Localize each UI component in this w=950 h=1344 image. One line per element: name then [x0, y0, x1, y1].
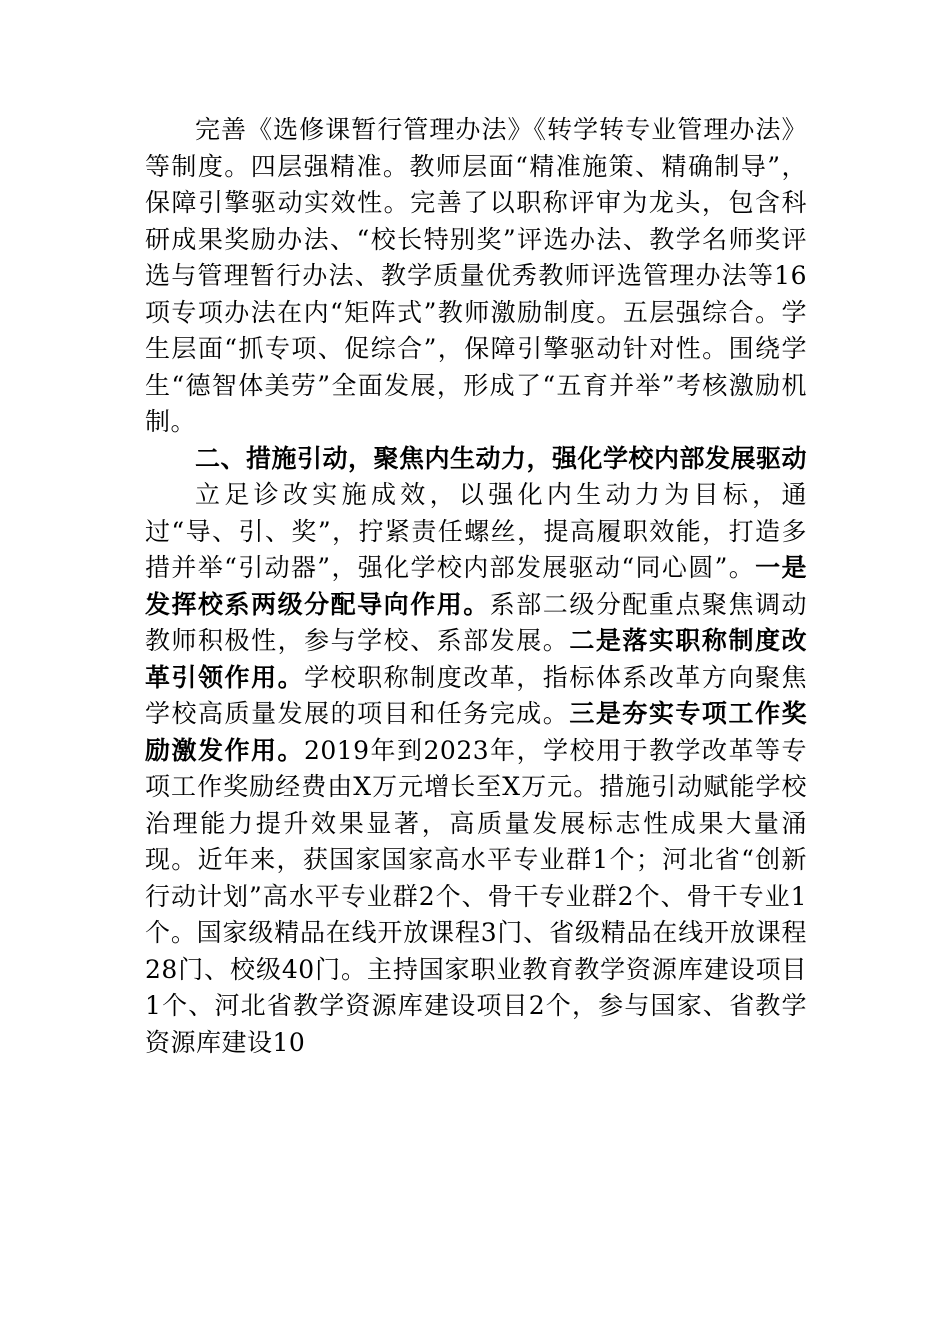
- paragraph-measures: [145, 477, 807, 1061]
- point-2-text: 学校职称制度改革，指标体系改革方向聚焦学校高质量发展的项目和任务完成。: [145, 662, 807, 728]
- paragraph-institution-rules: 完善《选修课暂行管理办法》《转学转专业管理办法》等制度。四层强精准。教师层面“精准施策、精确制导”，保障引擎驱动实效性。完善了以职称评审为龙头，包含科研成果奖励办法、“校长特别奖”评选办法、教学名师奖评选与管理暂行办法、教学质量优秀教师评选管理办法等16项专项办法在内“矩阵式”教师激励制度。五层强综合。学生层面“抓专项、促综合”，保障引擎驱动针对性。围绕学生“德智体美劳”全面发展，形成了“五育并举”考核激励机制。: [145, 115, 807, 436]
- point-1-heading: 一是发挥校系两级分配导向作用。: [145, 553, 807, 619]
- point-1-text: 系部二级分配重点聚焦调动教师积极性，参与学校、系部发展。: [145, 589, 807, 655]
- measures-intro: 立足诊改实施成效，以强化内生动力为目标，通过“导、引、奖”，拧紧责任螺丝，提高履职效能，打造多措并举“引动器”，强化学校内部发展驱动“同心圆”。: [145, 480, 807, 582]
- document-body: [145, 112, 807, 1061]
- point-3-heading: 三是夯实专项工作奖励激发作用。: [145, 699, 807, 765]
- section-heading-2: 二、措施引动，聚焦内生动力，强化学校内部发展驱动: [195, 443, 808, 473]
- point-3-text: 2019年到2023年，学校用于教学改革等专项工作奖励经费由X万元增长至X万元。措施引动赋能学校治理能力提升效果显著，高质量发展标志性成果大量涌现。近年来，获国家国家高水平专业群1个；河北省“创新行动计划”高水平专业群2个、骨干专业群2个、骨干专业1个。国家级精品在线开放课程3门、省级精品在线开放课程28门、校级40门。主持国家职业教育教学资源库建设项目1个、河北省教学资源库建设项目2个，参与国家、省教学资源库建设10: [145, 735, 807, 1057]
- point-2-heading: 二是落实职称制度改革引领作用。: [145, 626, 807, 692]
